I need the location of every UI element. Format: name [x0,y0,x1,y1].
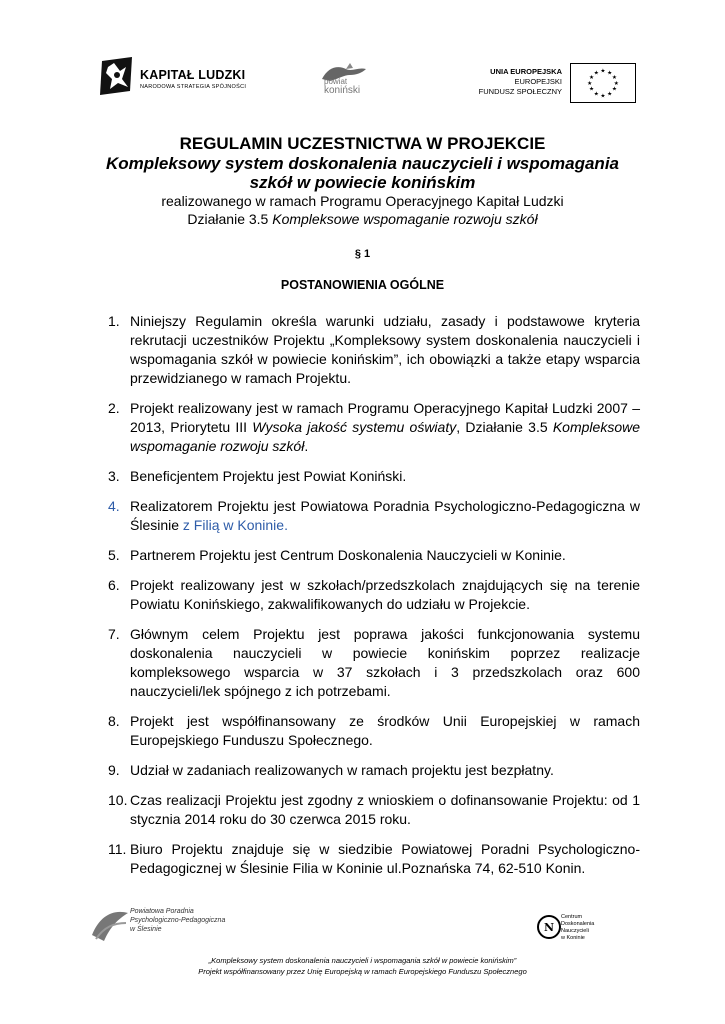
svg-text:★: ★ [613,80,619,87]
section-heading: POSTANOWIENIA OGÓLNE [280,278,445,292]
footer-line2: Projekt współfinansowany przez Unię Europejską w ramach Europejskiego Funduszu Społecznego [198,967,527,976]
svg-text:★: ★ [600,68,606,75]
powiat-label-line2: koniński [324,85,361,96]
poradnia-logo [90,905,250,945]
cdn-line4: w Koninie [561,935,585,941]
kapital-ludzki-subtitle: NARODOWA STRATEGIA SPÓJNOŚCI [140,84,247,90]
svg-text:★: ★ [607,70,613,77]
eu-stars-icon [571,64,635,102]
powiat-koninski-logo [316,63,378,105]
unia-europejska-logo [470,63,636,103]
list-item: 10. Czas realizacji Projektu jest zgodny z wnioskiem o dofinansowanie Projektu: od 1 stycznia 2014 roku do 30 czerwca 2015 roku. [108,792,640,827]
svg-text:★: ★ [593,70,599,77]
title-block [60,134,665,228]
project-name-line2: szkół w powiecie konińskim [249,173,476,192]
cdn-line2: Doskonalenia [561,921,595,927]
project-name-line1: Kompleksowy system doskonalenia nauczycieli i wspomagania [105,154,619,173]
list-item: 11. Biuro Projektu znajduje się w siedzibie Powiatowej Poradni Psychologiczno-Pedagogicznej w Ślesinie Filia w Koninie ul.Poznańska 74, 62-510 Konin. [108,841,640,876]
list-item: 8. Projekt jest współfinansowany ze środków Unii Europejskiej w ramach Europejskiego Funduszu Społecznego. [108,713,640,748]
provisions-list [108,312,640,878]
ue-line1: UNIA EUROPEJSKA [490,67,562,76]
list-item: 3. Beneficjentem Projektu jest Powiat Koniński. [108,468,407,484]
program-line: realizowanego w ramach Programu Operacyjnego Kapitał Ludzki [161,193,564,209]
footer-line1: „Kompleksowy system doskonalenia nauczycieli i wspomagania szkół w powiecie konińskim” [208,956,517,965]
list-item: 4. Realizatorem Projektu jest Powiatowa Poradnia Psychologiczno-Pedagogiczna w Ślesinie z Filią w Koninie. [108,498,640,533]
ue-line2: EUROPEJSKI [514,77,562,86]
svg-text:★: ★ [587,80,593,87]
kapital-ludzki-logo [100,57,250,101]
svg-text:★: ★ [607,91,613,98]
svg-text:★: ★ [611,86,617,93]
powiat-label-line1: powiat [324,77,348,86]
list-item: 5. Partnerem Projektu jest Centrum Doskonalenia Nauczycieli w Koninie. [108,547,566,563]
list-item: 7. Głównym celem Projektu jest poprawa jakości funkcjonowania systemu doskonalenia nauczycieli w powiecie konińskim poprzez realizacje kompleksowego wsparcia w 37 szkołach i 3 przedszkolach oraz 600 nauczycieli/lek spójnego z ich potrzebami. [108,626,640,699]
branch-link-text: z Filią w Koninie. [182,517,288,533]
page-footer [0,955,725,977]
poradnia-line1: Powiatowa Poradnia [130,908,194,915]
cdn-emblem-icon [537,912,561,942]
kapital-ludzki-text: KAPITAŁ LUDZKI [140,68,246,82]
svg-text:★: ★ [593,91,599,98]
document-title: REGULAMIN UCZESTNICTWA W PROJEKCIE [179,134,546,153]
svg-text:★: ★ [611,75,617,82]
eu-flag-icon [570,63,636,103]
kapital-ludzki-flag-icon [100,57,134,97]
cdn-line1: Centrum [561,914,583,920]
cdn-logo [537,912,617,948]
poradnia-line3: w Ślesinie [130,926,162,933]
svg-text:N: N [543,921,555,934]
list-item: 1. Niniejszy Regulamin określa warunki udziału, zasady i podstawowe kryteria rekrutacji uczestników Projektu „Kompleksowy system doskonalenia nauczycieli i wspomagania szkół w powiecie konińskim”, ich obowiązki a także etapy wsparcia przewidzianego w ramach Projektu. [108,313,640,386]
svg-text:★: ★ [589,86,595,93]
poradnia-line2: Psychologiczno-Pedagogiczna [130,917,226,924]
svg-text:★: ★ [600,93,606,100]
list-item: 2. Projekt realizowany jest w ramach Programu Operacyjnego Kapitał Ludzki 2007 – 2013, Priorytetu III Wysoka jakość systemu oświaty, Działanie 3.5 Kompleksowe wspomaganie rozwoju szkół. [108,400,640,454]
ue-line3: FUNDUSZ SPOŁECZNY [478,87,562,96]
cdn-line3: Nauczycieli [561,928,589,934]
svg-text:★: ★ [589,75,595,82]
measure-line: Działanie 3.5 Kompleksowe wspomaganie rozwoju szkół [187,211,538,227]
list-item: 6. Projekt realizowany jest w szkołach/przedszkolach znajdujących się na terenie Powiatu Konińskiego, zakwalifikowanych do udziału w Projekcie. [108,577,640,612]
paragraph-sign: § 1 [354,248,371,260]
poradnia-emblem-icon [90,905,130,945]
list-item: 9. Udział w zadaniach realizowanych w ramach projektu jest bezpłatny. [108,762,554,778]
